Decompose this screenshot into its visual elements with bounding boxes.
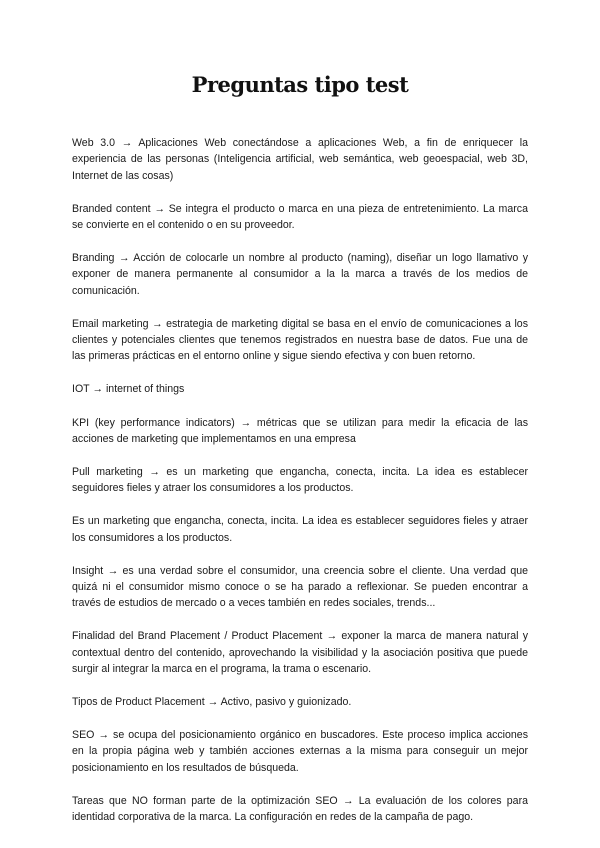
paragraph-insight: Insight → es una verdad sobre el consumidor, una creencia sobre el cliente. Una verdad que quizá ni el consumidor mismo conoce o se ha parado a reflexionar. Se pueden encontrar a través de estudios de mercado o a veces también en redes sociales, trends... — [72, 564, 528, 610]
paragraph-brand-placement: Finalidad del Brand Placement / Product Placement → exponer la marca de manera natural y contextual dentro del contenido, aprovechando la visibilidad y la asociación positiva que puede surgir al integrar la marca en el programa, la trama o escenario. — [72, 630, 528, 675]
document-body — [72, 135, 528, 825]
paragraph-product-placement-types: Tipos de Product Placement → Activo, pasivo y guionizado. — [72, 696, 352, 709]
paragraph-branded-content: Branded content → Se integra el producto o marca en una pieza de entretenimiento. La marca se convierte en el contenido o en su proveedor. — [72, 202, 528, 231]
paragraph-branding: Branding → Acción de colocarle un nombre al producto (naming), diseñar un logo llamativo y exponer de manera permanente al consumidor a la la marca a través de los medios de comunicación. — [72, 252, 528, 297]
paragraph-web3: Web 3.0 → Aplicaciones Web conectándose a aplicaciones Web, a fin de enriquecer la experiencia de las personas (Inteligencia artificial, web semántica, web geoespacial, web 3D, Internet de las cosas) — [72, 137, 528, 182]
paragraph-pull-marketing-definition: Es un marketing que engancha, conecta, incita. La idea es establecer seguidores fieles y atraer los consumidores a los productos. — [72, 515, 528, 544]
paragraph-iot: IOT → internet of things — [72, 383, 185, 396]
paragraph-email-marketing: Email marketing → estrategia de marketing digital se basa en el envío de comunicaciones a los clientes y potenciales clientes que tenemos registrados en nuestra base de datos. Fue una de las primeras prácticas en el entorno online y sigue siendo efectiva y con buen retorno. — [72, 317, 528, 363]
page-title: Preguntas tipo test — [191, 72, 409, 97]
paragraph-pull-marketing: Pull marketing → es un marketing que engancha, conecta, incita. La idea es establecer seguidores fieles y atraer los consumidores a los productos. — [72, 465, 528, 495]
paragraph-seo: SEO → se ocupa del posicionamiento orgánico en buscadores. Este proceso implica acciones en la propia página web y también acciones externas a la misma para conseguir un mejor posicionamiento en los resultados de búsqueda. — [72, 729, 528, 774]
paragraph-seo-tasks: Tareas que NO forman parte de la optimización SEO → La evaluación de los colores para identidad corporativa de la marca. La configuración en redes de la campaña de pago. — [72, 794, 528, 824]
paragraph-kpi: KPI (key performance indicators) → métricas que se utilizan para medir la eficacia de las acciones de marketing que implementamos en una empresa — [72, 416, 528, 445]
